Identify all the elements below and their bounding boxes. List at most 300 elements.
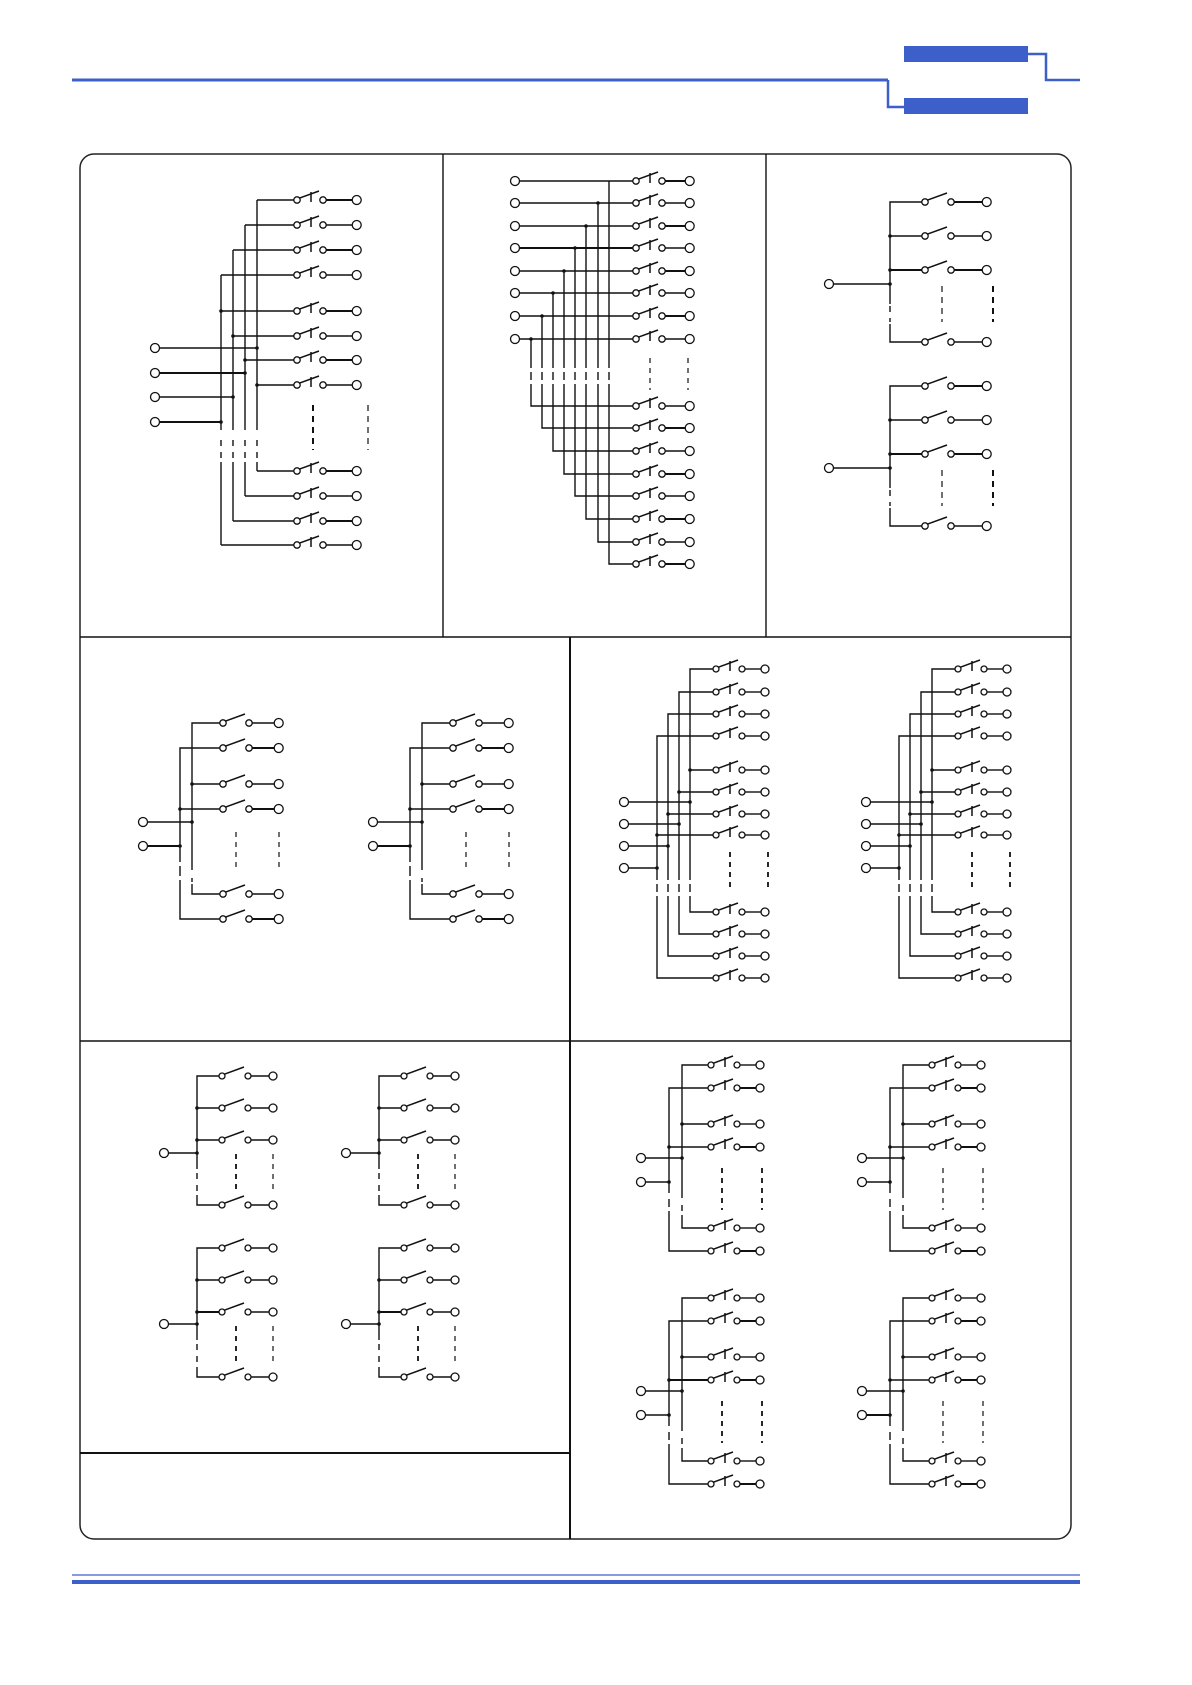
switch-contact [734, 1295, 740, 1301]
switch [450, 775, 513, 789]
input-terminal [511, 199, 520, 208]
output-terminal [352, 221, 361, 230]
switch-pivot [929, 1121, 935, 1127]
switch-blade [226, 910, 245, 917]
input-terminal [620, 820, 629, 829]
output-terminal [504, 805, 513, 814]
switch-blade [928, 261, 947, 268]
switch-pivot [922, 523, 928, 529]
switch-contact [739, 832, 745, 838]
output-terminal [685, 199, 694, 208]
input-terminal [825, 280, 834, 289]
switch-blade [934, 1289, 954, 1296]
switch-contact [246, 916, 252, 922]
bus-line [422, 723, 453, 870]
switch-blade [934, 1242, 954, 1249]
switch [633, 487, 694, 501]
switch-contact [659, 448, 665, 454]
output-terminal [756, 1143, 764, 1151]
bus-line [890, 324, 925, 342]
switch [713, 727, 769, 740]
switch [294, 462, 361, 476]
output-terminal [504, 719, 513, 728]
switch-pivot [955, 733, 961, 739]
output-terminal [1003, 952, 1011, 960]
output-terminal [685, 177, 694, 186]
switch-contact [981, 733, 987, 739]
switch-blade [639, 465, 658, 472]
bus-line [553, 384, 636, 451]
switch-blade [639, 217, 658, 224]
switch [219, 1196, 277, 1209]
switch-contact [955, 1225, 961, 1231]
bus-line [890, 1321, 932, 1426]
switch-contact [981, 711, 987, 717]
input-terminal [620, 842, 629, 851]
switch-contact [659, 178, 665, 184]
switch-pivot [922, 339, 928, 345]
switch-contact [955, 1062, 961, 1068]
input-terminal [160, 1320, 169, 1329]
switch-pivot [401, 1277, 407, 1283]
bus-line [890, 1088, 932, 1193]
switch [713, 805, 769, 818]
switch-contact [245, 1105, 251, 1111]
input-terminal [511, 289, 520, 298]
switch-pivot [922, 417, 928, 423]
switch [929, 1475, 985, 1488]
junction-dot [178, 844, 182, 848]
switch-pivot [955, 666, 961, 672]
switch-pivot [929, 1481, 935, 1487]
switch-pivot [633, 448, 639, 454]
switch-pivot [220, 916, 226, 922]
switch-blade [960, 947, 980, 954]
switch-contact [734, 1085, 740, 1091]
switch-pivot [294, 197, 300, 203]
switch-pivot [713, 931, 719, 937]
output-terminal [352, 332, 361, 341]
switch-pivot [401, 1202, 407, 1208]
switch-contact [981, 975, 987, 981]
output-terminal [451, 1276, 459, 1284]
switch-blade [639, 330, 658, 337]
bus-line [669, 1211, 711, 1251]
junction-dot [680, 1355, 684, 1359]
switch [708, 1371, 764, 1384]
switch-contact [476, 745, 482, 751]
input-terminal [862, 864, 871, 873]
switch-pivot [708, 1318, 714, 1324]
switch-pivot [219, 1202, 225, 1208]
page-footer-rule [72, 1575, 1080, 1582]
switch-contact [659, 561, 665, 567]
switch-pivot [220, 781, 226, 787]
output-terminal [685, 447, 694, 456]
switch-contact [246, 891, 252, 897]
switch-blade [713, 1289, 733, 1296]
bus-line [422, 884, 453, 894]
bus-line [890, 1444, 932, 1484]
output-terminal [761, 974, 769, 982]
switch-pivot [955, 689, 961, 695]
switch-pivot [633, 200, 639, 206]
junction-dot [420, 782, 424, 786]
switch-pivot [633, 403, 639, 409]
switch-pivot [713, 789, 719, 795]
switch-blade [718, 826, 738, 833]
switch [708, 1475, 764, 1488]
output-terminal [352, 307, 361, 316]
switch [401, 1303, 459, 1316]
output-terminal [352, 492, 361, 501]
switch-blade [934, 1348, 954, 1355]
output-terminal [1003, 930, 1011, 938]
switch [633, 442, 694, 456]
header-connector-right [1028, 54, 1080, 80]
switch [929, 1348, 985, 1361]
switch-contact [246, 745, 252, 751]
output-terminal [761, 952, 769, 960]
switch-contact [981, 767, 987, 773]
output-terminal [756, 1247, 764, 1255]
switch-contact [427, 1277, 433, 1283]
switch-blade [224, 1196, 244, 1203]
switch [401, 1067, 459, 1080]
switch [450, 714, 513, 728]
switch-blade [960, 683, 980, 690]
switch [708, 1452, 764, 1465]
switch-blade [960, 727, 980, 734]
switch [220, 739, 283, 753]
bus-line [932, 896, 958, 912]
output-terminal [756, 1317, 764, 1325]
switch-pivot [713, 953, 719, 959]
switch-pivot [922, 451, 928, 457]
switch-pivot [219, 1277, 225, 1283]
switch-pivot [955, 711, 961, 717]
junction-dot [190, 782, 194, 786]
input-terminal [369, 818, 378, 827]
switch-contact [659, 471, 665, 477]
switch-pivot [708, 1062, 714, 1068]
switch-pivot [955, 811, 961, 817]
switch-pivot [294, 333, 300, 339]
switch-contact [948, 451, 954, 457]
output-terminal [1003, 732, 1011, 740]
switch-pivot [220, 720, 226, 726]
switch-contact [955, 1318, 961, 1324]
switch-blade [934, 1079, 954, 1086]
switch-blade [406, 1067, 426, 1074]
output-terminal [756, 1084, 764, 1092]
output-terminal [451, 1072, 459, 1080]
switch-blade [960, 761, 980, 768]
switch-contact [948, 267, 954, 273]
output-terminal [1003, 974, 1011, 982]
junction-dot [377, 1151, 381, 1155]
input-terminal [151, 369, 160, 378]
switch-contact [739, 931, 745, 937]
switch [219, 1271, 277, 1284]
switch-contact [659, 200, 665, 206]
switch [708, 1312, 764, 1325]
switch [401, 1368, 459, 1381]
input-terminal [511, 244, 520, 253]
bus-line [921, 692, 958, 880]
switch [955, 903, 1011, 916]
switch [401, 1131, 459, 1144]
switch-contact [734, 1121, 740, 1127]
switch-pivot [955, 953, 961, 959]
switch [955, 683, 1011, 696]
switch-pivot [708, 1144, 714, 1150]
switch-contact [246, 720, 252, 726]
switch-contact [734, 1377, 740, 1383]
switch-pivot [633, 425, 639, 431]
switch-pivot [219, 1245, 225, 1251]
switch-blade [456, 910, 475, 917]
junction-dot [195, 1106, 199, 1110]
switch [708, 1056, 764, 1069]
bus-line [903, 1215, 932, 1228]
switch-pivot [708, 1354, 714, 1360]
switch-contact [734, 1318, 740, 1324]
switch [955, 783, 1011, 796]
junction-dot [901, 1389, 905, 1393]
switch-contact [734, 1225, 740, 1231]
switch-contact [981, 953, 987, 959]
switch [294, 376, 361, 390]
switch-contact [981, 931, 987, 937]
bus-line [682, 1065, 711, 1198]
junction-dot [677, 790, 681, 794]
input-terminal [637, 1411, 646, 1420]
switch-blade [928, 411, 947, 418]
output-terminal [756, 1294, 764, 1302]
switch-blade [718, 727, 738, 734]
bus-line [903, 1298, 932, 1431]
switch-contact [245, 1374, 251, 1380]
input-terminal [858, 1178, 867, 1187]
output-terminal [982, 522, 991, 531]
bus-line [379, 1076, 404, 1169]
switch [929, 1056, 985, 1069]
junction-dot [195, 1322, 199, 1326]
switch-contact [659, 516, 665, 522]
panel-octal-switch-matrix [511, 172, 695, 569]
switch [713, 925, 769, 938]
switch-contact [320, 382, 326, 388]
bus-line [921, 896, 958, 934]
output-terminal [761, 688, 769, 696]
output-terminal [1003, 766, 1011, 774]
switch-blade [406, 1271, 426, 1278]
switch-blade [718, 969, 738, 976]
junction-dot [666, 812, 670, 816]
switch-blade [300, 351, 319, 358]
switch-pivot [955, 832, 961, 838]
switch [219, 1067, 277, 1080]
switch [929, 1219, 985, 1232]
junction-dot [680, 1156, 684, 1160]
bus-line [890, 202, 925, 304]
output-terminal [982, 450, 991, 459]
switch [929, 1289, 985, 1302]
switch-contact [427, 1309, 433, 1315]
output-terminal [352, 541, 361, 550]
input-terminal [825, 464, 834, 473]
switch-pivot [708, 1458, 714, 1464]
switch-pivot [633, 245, 639, 251]
switch-blade [224, 1303, 244, 1310]
switch [633, 330, 694, 344]
switch [633, 510, 694, 524]
switch-blade [639, 307, 658, 314]
panel-quad-switch-matrix [151, 191, 369, 550]
switch-blade [406, 1196, 426, 1203]
switch-contact [739, 767, 745, 773]
switch-pivot [219, 1137, 225, 1143]
switch-blade [456, 775, 475, 782]
switch-blade [934, 1138, 954, 1145]
switch-blade [960, 969, 980, 976]
switch [922, 261, 991, 275]
switch-pivot [708, 1225, 714, 1231]
switch-blade [300, 512, 319, 519]
switch-pivot [219, 1374, 225, 1380]
output-terminal [977, 1294, 985, 1302]
output-terminal [977, 1224, 985, 1232]
switch-pivot [708, 1295, 714, 1301]
input-terminal [637, 1178, 646, 1187]
input-terminal [511, 312, 520, 321]
output-terminal [685, 267, 694, 276]
switch [713, 783, 769, 796]
switch-contact [246, 806, 252, 812]
switch-pivot [220, 891, 226, 897]
output-terminal [982, 338, 991, 347]
bus-line [679, 692, 716, 880]
switch-pivot [929, 1354, 935, 1360]
switch [929, 1312, 985, 1325]
output-terminal [269, 1104, 277, 1112]
bus-line [410, 748, 453, 862]
output-terminal [761, 908, 769, 916]
output-terminal [352, 381, 361, 390]
input-terminal [151, 393, 160, 402]
switch [633, 533, 694, 547]
switch [955, 969, 1011, 982]
switch-contact [955, 1085, 961, 1091]
switch [401, 1196, 459, 1209]
switch-pivot [294, 493, 300, 499]
input-terminal [637, 1154, 646, 1163]
input-terminal [342, 1320, 351, 1329]
switch-pivot [713, 811, 719, 817]
bus-line [197, 1248, 222, 1340]
output-terminal [977, 1317, 985, 1325]
switch [219, 1239, 277, 1252]
switch-blade [300, 376, 319, 383]
output-terminal [1003, 710, 1011, 718]
switch [633, 465, 694, 479]
output-terminal [451, 1373, 459, 1381]
switch [219, 1099, 277, 1112]
switch-blade [224, 1099, 244, 1106]
output-terminal [761, 710, 769, 718]
header-connector [888, 80, 904, 107]
switch [922, 377, 991, 391]
switch-blade [960, 783, 980, 790]
switch-blade [960, 805, 980, 812]
switch-pivot [294, 308, 300, 314]
input-terminal [637, 1387, 646, 1396]
output-terminal [1003, 788, 1011, 796]
switch-contact [320, 357, 326, 363]
switch-blade [406, 1239, 426, 1246]
switch-pivot [929, 1225, 935, 1231]
output-terminal [685, 470, 694, 479]
switch-blade [300, 487, 319, 494]
switch-blade [713, 1138, 733, 1145]
output-terminal [761, 788, 769, 796]
switch-blade [934, 1115, 954, 1122]
bus-line [657, 896, 716, 978]
switch-blade [928, 193, 947, 200]
bus-line [531, 384, 636, 406]
switch [929, 1115, 985, 1128]
bus-line [690, 669, 716, 880]
switch [401, 1239, 459, 1252]
switch [922, 445, 991, 459]
junction-dot [667, 1413, 671, 1417]
switch [220, 714, 283, 728]
switch-contact [427, 1374, 433, 1380]
bus-line [910, 714, 958, 880]
switch-blade [928, 227, 947, 234]
junction-dot [667, 1378, 671, 1382]
output-terminal [756, 1480, 764, 1488]
switch-blade [713, 1475, 733, 1482]
output-terminal [274, 805, 283, 814]
output-terminal [756, 1376, 764, 1384]
bus-line [379, 1367, 404, 1377]
switch-pivot [713, 975, 719, 981]
output-terminal [685, 492, 694, 501]
switch-pivot [922, 199, 928, 205]
switch-contact [734, 1144, 740, 1150]
output-terminal [352, 246, 361, 255]
output-terminal [761, 831, 769, 839]
switch-contact [476, 781, 482, 787]
switch-pivot [713, 767, 719, 773]
switch-pivot [450, 806, 456, 812]
junction-dot [888, 466, 892, 470]
switch-contact [659, 268, 665, 274]
junction-dot [195, 1138, 199, 1142]
switch [929, 1079, 985, 1092]
switch-blade [406, 1303, 426, 1310]
bus-line [890, 1211, 932, 1251]
switch-contact [734, 1481, 740, 1487]
junction-dot [908, 812, 912, 816]
output-terminal [761, 665, 769, 673]
switch-blade [713, 1242, 733, 1249]
switch-contact [981, 832, 987, 838]
switch-contact [948, 339, 954, 345]
output-terminal [756, 1120, 764, 1128]
